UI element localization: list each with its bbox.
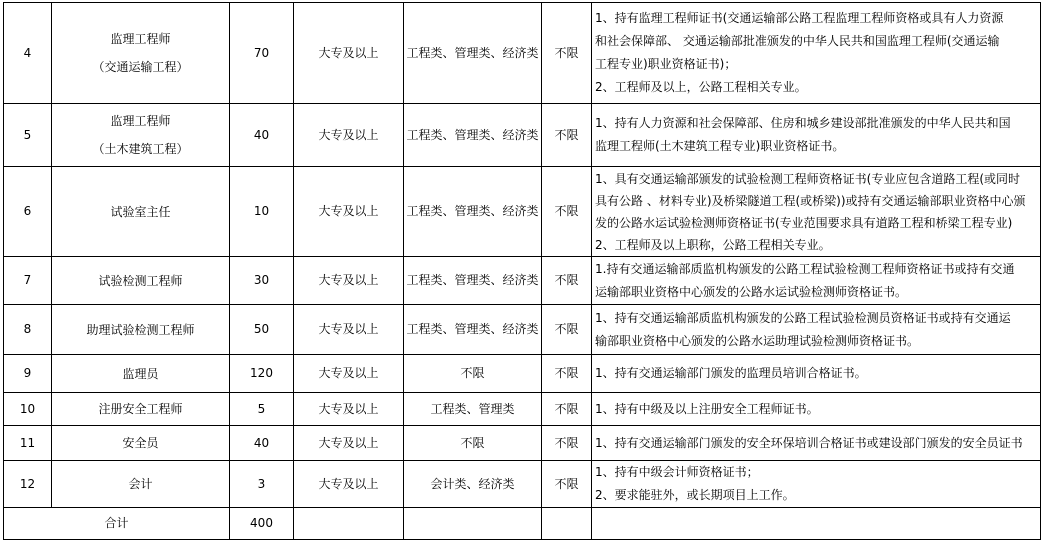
headcount: 40 bbox=[230, 104, 294, 167]
major: 工程类、管理类、经济类 bbox=[404, 167, 542, 257]
education: 大专及以上 bbox=[294, 461, 404, 508]
row-number: 5 bbox=[4, 104, 52, 167]
requirement-line: 1、持有交通运输部门颁发的监理员培训合格证书。 bbox=[595, 366, 867, 380]
position-name: 监理工程师 bbox=[110, 114, 171, 128]
position-name: 监理员 bbox=[122, 366, 159, 381]
age: 不限 bbox=[542, 461, 592, 508]
row-number: 10 bbox=[4, 393, 52, 426]
requirement-line: 运输部职业资格中心颁发的公路水运试验检测师资格证书。 bbox=[595, 284, 908, 299]
requirements-cell bbox=[592, 355, 1041, 393]
major: 不限 bbox=[404, 355, 542, 393]
row-number: 7 bbox=[4, 257, 52, 305]
education: 大专及以上 bbox=[294, 257, 404, 305]
table-row bbox=[4, 426, 1041, 461]
major: 会计类、经济类 bbox=[404, 461, 542, 508]
position-specialty: （交通运输工程） bbox=[92, 60, 189, 74]
requirement-line: 1、持有中级会计师资格证书； bbox=[595, 465, 759, 479]
table-row bbox=[4, 257, 1041, 305]
total-count: 400 bbox=[230, 508, 294, 540]
age: 不限 bbox=[542, 3, 592, 104]
age: 不限 bbox=[542, 355, 592, 393]
headcount: 40 bbox=[230, 426, 294, 461]
requirement-line: 1、具有交通运输部颁发的试验检测工程师资格证书(专业应包含道路工程(或同时 bbox=[595, 171, 1021, 186]
major: 工程类、管理类、经济类 bbox=[404, 3, 542, 104]
requirement-line: 1、持有人力资源和社会保障部、住房和城乡建设部批准颁发的中华人民共和国 bbox=[595, 116, 1011, 130]
position-cell bbox=[52, 461, 230, 508]
row-number: 8 bbox=[4, 305, 52, 355]
row-number: 4 bbox=[4, 3, 52, 104]
position-cell bbox=[52, 393, 230, 426]
requirements-cell bbox=[592, 305, 1041, 355]
education: 大专及以上 bbox=[294, 3, 404, 104]
education: 大专及以上 bbox=[294, 104, 404, 167]
requirements-cell bbox=[592, 393, 1041, 426]
row-number: 12 bbox=[4, 461, 52, 508]
table-row bbox=[4, 461, 1041, 508]
education: 大专及以上 bbox=[294, 305, 404, 355]
requirements-cell bbox=[592, 3, 1041, 104]
requirement-line: 1、持有交通运输部质监机构颁发的公路工程试验检测员资格证书或持有交通运 bbox=[595, 310, 1011, 325]
age: 不限 bbox=[542, 257, 592, 305]
position-cell bbox=[52, 3, 230, 104]
requirement-line: 发的公路水运试验检测师资格证书(专业范围要求具有道路工程和桥梁工程专业) bbox=[595, 215, 1013, 230]
headcount: 5 bbox=[230, 393, 294, 426]
table-row bbox=[4, 305, 1041, 355]
empty-cell bbox=[404, 508, 542, 540]
headcount: 70 bbox=[230, 3, 294, 104]
position-name: 会计 bbox=[128, 477, 153, 491]
empty-cell bbox=[542, 508, 592, 540]
empty-cell bbox=[592, 508, 1041, 540]
age: 不限 bbox=[542, 426, 592, 461]
position-name: 助理试验检测工程师 bbox=[86, 322, 195, 337]
education: 大专及以上 bbox=[294, 426, 404, 461]
position-cell bbox=[52, 305, 230, 355]
requirement-line: 1.持有交通运输部质监机构颁发的公路工程试验检测工程师资格证书或持有交通 bbox=[595, 261, 1015, 276]
requirement-line: 输部职业资格中心颁发的公路水运助理试验检测师资格证书。 bbox=[595, 333, 920, 348]
requirement-line: 和社会保障部、 交通运输部批准颁发的中华人民共和国监理工程师(交通运输 bbox=[595, 34, 1000, 48]
requirement-line: 工程专业)职业资格证书)； bbox=[595, 57, 737, 71]
requirement-line: 2、工程师及以上职称，公路工程相关专业。 bbox=[595, 237, 831, 252]
position-specialty: （土木建筑工程） bbox=[92, 142, 189, 156]
position-cell bbox=[52, 257, 230, 305]
headcount: 10 bbox=[230, 167, 294, 257]
position-cell bbox=[52, 104, 230, 167]
requirements-cell bbox=[592, 104, 1041, 167]
recruitment-table bbox=[3, 2, 1041, 540]
requirement-line: 2、要求能驻外，或长期项目上工作。 bbox=[595, 488, 795, 502]
position-name: 注册安全工程师 bbox=[98, 402, 183, 416]
major: 不限 bbox=[404, 426, 542, 461]
age: 不限 bbox=[542, 393, 592, 426]
major: 工程类、管理类、经济类 bbox=[404, 104, 542, 167]
requirement-line: 1、持有监理工程师证书(交通运输部公路工程监理工程师资格或具有人力资源 bbox=[595, 11, 1004, 25]
total-label: 合计 bbox=[4, 508, 230, 540]
position-name: 试验检测工程师 bbox=[98, 273, 183, 288]
major: 工程类、管理类、经济类 bbox=[404, 257, 542, 305]
requirements-cell bbox=[592, 426, 1041, 461]
education: 大专及以上 bbox=[294, 393, 404, 426]
table-row bbox=[4, 167, 1041, 257]
requirement-line: 监理工程师(土木建筑工程专业)职业资格证书。 bbox=[595, 139, 845, 153]
requirements-cell bbox=[592, 167, 1041, 257]
requirements-cell bbox=[592, 257, 1041, 305]
headcount: 120 bbox=[230, 355, 294, 393]
row-number: 11 bbox=[4, 426, 52, 461]
table-row bbox=[4, 355, 1041, 393]
position-cell bbox=[52, 355, 230, 393]
age: 不限 bbox=[542, 167, 592, 257]
position-cell bbox=[52, 426, 230, 461]
requirements-cell bbox=[592, 461, 1041, 508]
row-number: 6 bbox=[4, 167, 52, 257]
table-row bbox=[4, 3, 1041, 104]
headcount: 3 bbox=[230, 461, 294, 508]
requirement-line: 具有公路 、材料专业)及桥梁隧道工程(或桥梁))或持有交通运输部职业资格中心颁 bbox=[595, 193, 1026, 208]
headcount: 30 bbox=[230, 257, 294, 305]
major: 工程类、管理类 bbox=[404, 393, 542, 426]
table-row bbox=[4, 393, 1041, 426]
requirement-line: 2、工程师及以上，公路工程相关专业。 bbox=[595, 80, 807, 94]
major: 工程类、管理类、经济类 bbox=[404, 305, 542, 355]
row-number: 9 bbox=[4, 355, 52, 393]
education: 大专及以上 bbox=[294, 355, 404, 393]
total-row bbox=[4, 508, 1041, 540]
position-name: 安全员 bbox=[122, 436, 159, 450]
age: 不限 bbox=[542, 104, 592, 167]
age: 不限 bbox=[542, 305, 592, 355]
requirement-line: 1、持有中级及以上注册安全工程师证书。 bbox=[595, 401, 819, 416]
education: 大专及以上 bbox=[294, 167, 404, 257]
position-cell bbox=[52, 167, 230, 257]
empty-cell bbox=[294, 508, 404, 540]
position-name: 试验室主任 bbox=[110, 204, 171, 219]
position-name: 监理工程师 bbox=[110, 32, 171, 46]
headcount: 50 bbox=[230, 305, 294, 355]
table-row bbox=[4, 104, 1041, 167]
requirement-line: 1、持有交通运输部门颁发的安全环保培训合格证书或建设部门颁发的安全员证书 bbox=[595, 435, 1023, 450]
